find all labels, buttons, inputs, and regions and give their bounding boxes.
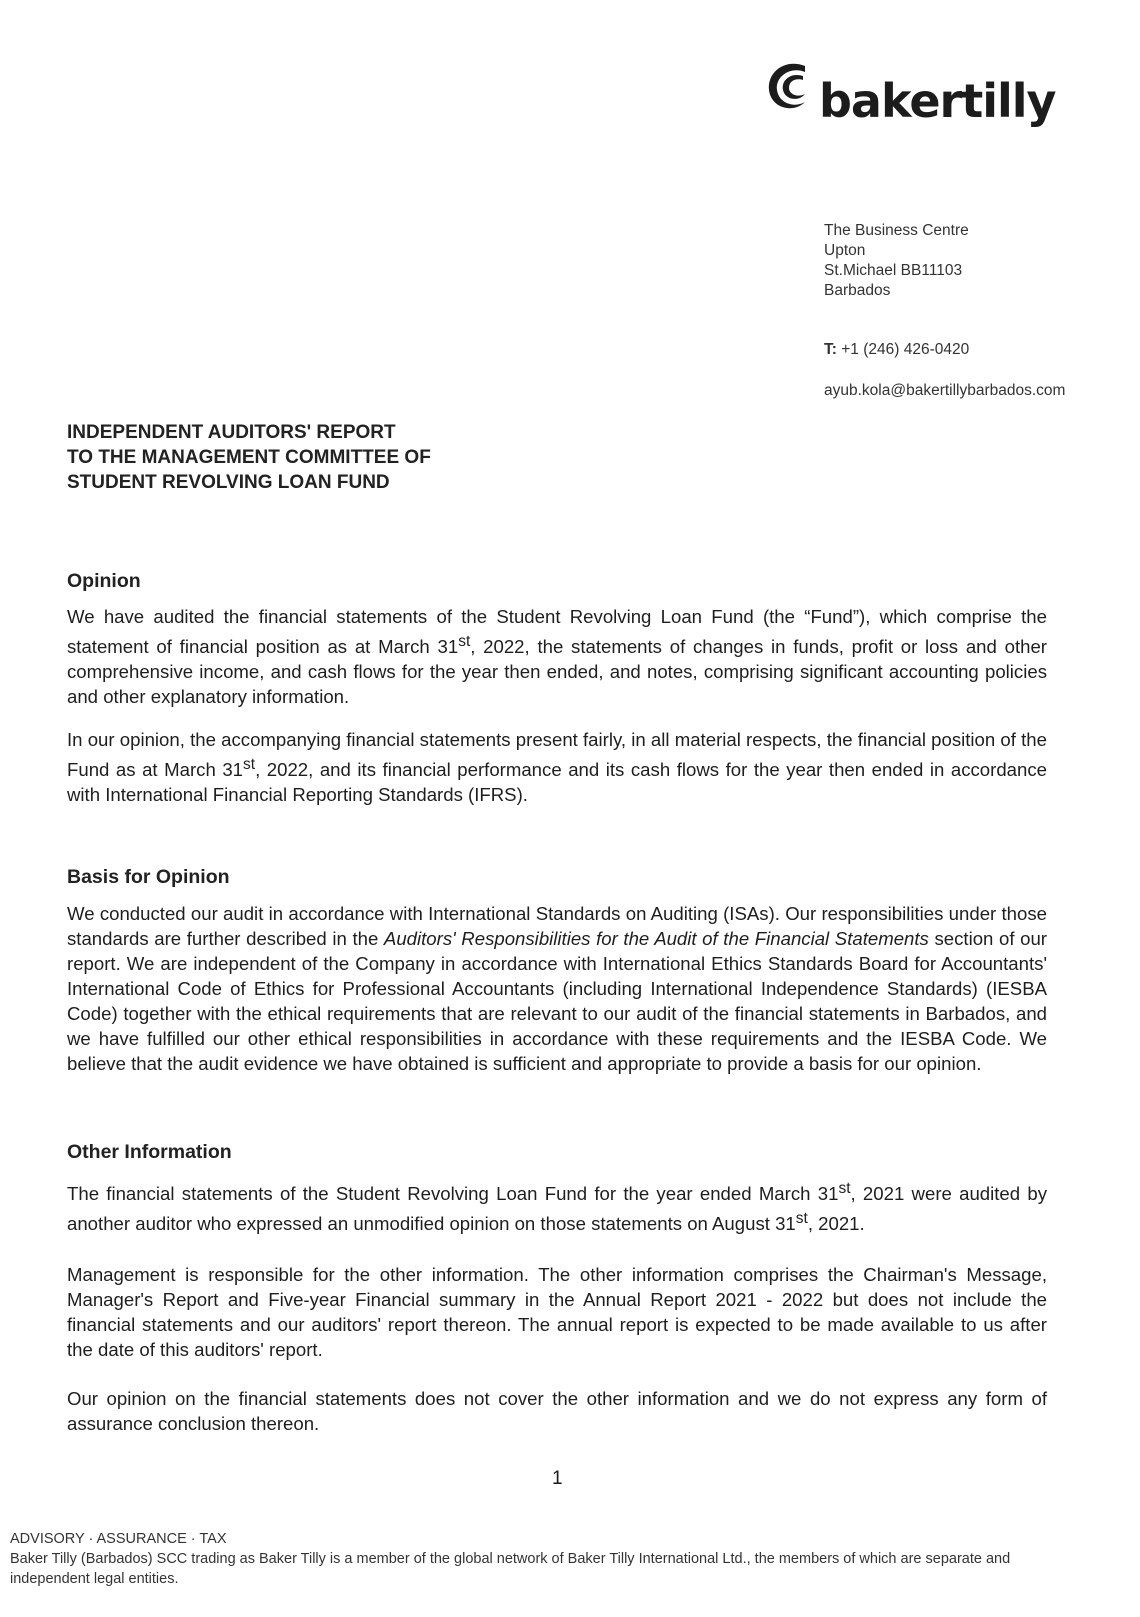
office-address: [824, 221, 969, 301]
text-run: In our opinion, the accompanying financial statements present fairly, in all material respects, the financial position of the Fund as at March 31: [67, 729, 1047, 781]
email-address[interactable]: ayub.kola@bakertillybarbados.com: [824, 382, 1066, 399]
opinion-paragraph-2: [67, 727, 1047, 807]
text-run: , 2022, and its financial performance and its cash flows for the year then ended in accordance with International Financial Reporting Standards (IFRS).: [67, 759, 1047, 806]
text-run: , 2021.: [807, 1213, 865, 1235]
text-run: The financial statements of the Student Revolving Loan Fund for the year ended March 31: [67, 1183, 839, 1205]
opinion-paragraph-1: [67, 604, 1047, 709]
other-information-paragraph-1: [67, 1176, 1047, 1236]
ordinal-suffix: st: [838, 1180, 851, 1197]
address-line: Barbados: [824, 282, 891, 299]
footer-services: ADVISORY · ASSURANCE · TAX: [10, 1531, 227, 1547]
address-line: Upton: [824, 242, 866, 259]
text-run: section of our report. We are independent of the Company in accordance with International Ethics Standards Board for Accountants' International Code of Ethics for Professional Accountants (including International Independence Standards) (IESBA Code) together with the ethical requirements that are relevant to our audit of the financial statements in Barbados, and we have fulfilled our other ethical responsibilities in accordance with these requirements and the IESBA Code. We believe that the audit evidence we have obtained is sufficient and appropriate to provide a basis for our opinion.: [67, 928, 1048, 1074]
phone-label: T:: [824, 341, 837, 358]
other-information-paragraph-3: Our opinion on the financial statements does not cover the other information and we do not express any form of assurance conclusion thereon.: [67, 1388, 1047, 1434]
ordinal-suffix: st: [795, 1210, 808, 1228]
footer-legal-notice: Baker Tilly (Barbados) SCC trading as Baker Tilly is a member of the global network of Baker Tilly International Ltd., the members of which are separate and independent legal entities.: [10, 1551, 1011, 1587]
phone-value: +1 (246) 426-0420: [841, 341, 970, 358]
address-line: The Business Centre: [824, 222, 969, 239]
text-run: , 2021 were audited by another auditor who expressed an unmodified opinion on those statements on August 31: [67, 1183, 1048, 1235]
swirl-logo-icon: [765, 58, 817, 118]
address-line: St.Michael BB11103: [824, 262, 963, 279]
report-title-line: INDEPENDENT AUDITORS' REPORT: [67, 422, 396, 443]
bakertilly-logo: [765, 58, 1075, 148]
text-run: , 2022, the statements of changes in funds, profit or loss and other comprehensive income, and cash flows for the year then ended, and notes, comprising significant accounting policies and other explanatory information.: [67, 636, 1047, 708]
page-number: 1: [552, 1468, 563, 1489]
logo-wordmark: bakertilly: [819, 74, 1056, 128]
page-footer: [10, 1529, 1090, 1589]
other-information-heading: Other Information: [67, 1141, 232, 1163]
phone-number: [824, 341, 969, 359]
report-title-line: TO THE MANAGEMENT COMMITTEE OF: [67, 447, 431, 468]
report-title-line: STUDENT REVOLVING LOAN FUND: [67, 472, 390, 493]
report-title: [67, 420, 431, 495]
text-run: We have audited the financial statements of the Student Revolving Loan Fund (the “Fund”), which comprise the statement of financial position as at March 31: [67, 606, 1047, 658]
ordinal-suffix: st: [458, 633, 471, 650]
basis-heading: Basis for Opinion: [67, 866, 230, 888]
opinion-heading: Opinion: [67, 570, 141, 592]
basis-paragraph: [67, 901, 1047, 1076]
ordinal-suffix: st: [243, 756, 256, 773]
other-information-paragraph-2: Management is responsible for the other information. The other information comprises the Chairman's Message, Manager's Report and Five-year Financial summary in the Annual Report 2021 - 2022 but does not include the financial statements and our auditors' report thereon. The annual report is expected to be made available to us after the date of this auditors' report.: [67, 1264, 1047, 1360]
text-run: We conducted our audit in accordance with International Standards on Auditing (ISAs). Our responsibilities under those standards are further described in the: [67, 903, 1047, 949]
italic-reference: Auditors' Responsibilities for the Audit of the Financial Statements: [383, 928, 929, 949]
